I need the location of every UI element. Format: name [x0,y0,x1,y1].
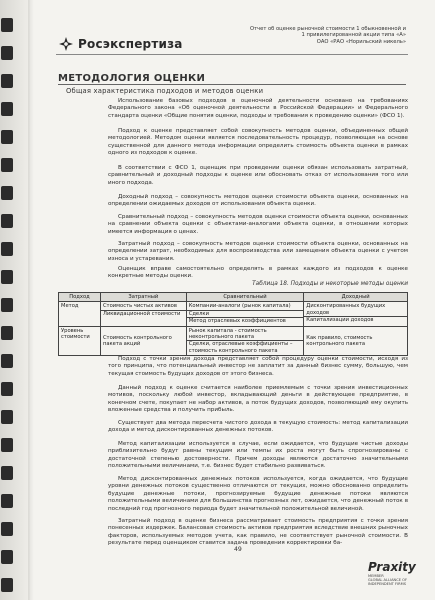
page-number: 49 [234,546,242,553]
praxity-logo [368,560,428,587]
paragraph: Метод дисконтированных денежных потоков используется, когда ожидается, что будущие уровни денежных потоков существенно отличаются от текущих, можно обоснованно определить будущие денежные потоки, прогнозируемые будущие денежные потоки являются положительными величинами для большинства прогнозных лет, ожидается, что денежный поток в последний год прогнозного периода будет значительной положительной величиной. [108,476,408,512]
binding-hole [1,522,13,536]
paragraph: Использование базовых подходов в оценочной деятельности основано на требованиях Федерального закона «Об оценочной деятельности в Российской Федерации» и Федерального стандарта оценки «Общие понятия оценки, подходы и требования к проведению оценки» (ФСО 1). [108,98,408,119]
section-subtitle: Общая характеристика подходов и методов оценки [66,87,264,95]
paragraph: Метод капитализации используется в случае, если ожидается, что будущие чистые доходы приблизительно будут равны текущим или темпы их роста могут быть спрогнозированы с достаточной степенью достоверности. Причем доходы являются достаточно значительными положительными величинами, т.е. бизнес будет стабильно развиваться. [108,441,408,470]
binding-hole [1,410,13,424]
row-label: Уровень стоимости [59,326,101,356]
paragraph: Сравнительный подход – совокупность методов оценки стоимости объекта оценки, основанных на сравнении объекта оценки с объектами-аналогами объекта оценки, в отношении которых имеется информация о ценах. [108,214,408,235]
table-header-row [59,293,408,302]
header-line: 1 привилегированной акции типа «А» [301,32,406,39]
header-line: Отчет об оценке рыночной стоимости 1 обыкновенной и [249,26,406,32]
binding-hole [1,186,13,200]
binding-hole [1,242,13,256]
binding-hole [1,158,13,172]
table-header-cell: Затратный [100,293,186,302]
binding-hole [1,18,13,32]
paragraph: Данный подход к оценке считается наиболее приемлемым с точки зрения инвестиционных мотивов, поскольку любой инвестор, вкладывающий деньги в действующее предприятие, в конечном счете, покупает не набор активов, а поток будущих доходов, позволяющий ему окупить вложенные средства и получить прибыль. [108,385,408,414]
paragraph: Затратный подход в оценке бизнеса рассматривает стоимость предприятия с точки зрения понесенных издержек. Балансовая стоимость активов предприятия вследствие внешних рыночных факторов, используемых методов учета, как правило, не соответствует рыночной стоимости. В результате перед оценщиком ставится задача проведения корректировки ба- [108,518,408,547]
table-cell [304,302,408,326]
cell-line: Ликвидационной стоимости [101,310,186,317]
table-cell [100,326,186,356]
binding-hole [1,578,13,592]
paragraph: В соответствии с ФСО 1, оценщик при проведении оценки обязан использовать затратный, сравнительный и доходный подходы к оценке или обосновать отказ от использования того или иного подхода. [108,165,408,186]
paragraph: Существует два метода пересчета чистого дохода в текущую стоимость: метод капитализации дохода и метод дисконтированных денежных потоков. [108,420,408,434]
table-row [59,326,408,356]
table-header-cell: Доходный [304,293,408,302]
paragraph: Оценщик вправе самостоятельно определять в рамках каждого из подходов к оценке конкретные методы оценки. [108,266,408,280]
binding-hole [1,46,13,60]
cell-line: Дисконтированных будущих доходов [306,303,386,316]
cell-line: Как правило, стоимость контрольного пакета [306,334,373,347]
rosexpertiza-logo-icon [58,36,74,52]
binding-hole [1,298,13,312]
binding-hole [1,326,13,340]
table-cell [304,326,408,356]
table-row [59,302,408,326]
section-title: МЕТОДОЛОГИЯ ОЦЕНКИ [58,73,206,84]
cell-line: Стоимость контрольного пакета акций [102,334,172,347]
paragraph: Доходный подход – совокупность методов оценки стоимости объекта оценки, основанных на определении ожидаемых доходов от использования объекта оценки. [108,194,408,208]
table-cell [186,326,304,356]
praxity-wordmark: Praxity [368,560,416,574]
praxity-subtitle: INDEPENDENT FIRMS [368,582,406,587]
binding-hole [1,550,13,564]
header-line: ОАО «РАО «Норильский никель» [316,38,406,45]
binding-hole [1,270,13,284]
binding-hole [1,438,13,452]
binding-hole [1,354,13,368]
cell-line: Сделки, отраслевые коэффициенты – стоимость контрольного пакета [187,340,304,354]
table-cell [100,302,186,326]
header-divider [56,54,408,55]
section-title-underline [58,84,406,85]
binding-hole [1,102,13,116]
approaches-table [58,292,408,356]
table-header-cell: Сравнительный [186,293,304,302]
report-header [232,26,406,45]
praxity-subtitle: MEMBER [368,574,384,578]
logo-text: Росэкспертиза [78,37,183,51]
binding-hole [1,214,13,228]
binding-hole [1,494,13,508]
binding-hole [1,466,13,480]
paragraph: Затратный подход – совокупность методов оценки стоимости объекта оценки, основанных на определении затрат, необходимых для воспроизводства или замещения объекта оценки с учетом износа и устаревания. [108,241,408,262]
table-caption: Таблица 18. Подходы и некоторые методы оценки [252,281,408,287]
ring-binding [0,0,30,600]
binding-hole [1,382,13,396]
cell-line: Рынок капитала - стоимость неконтрольного пакета [188,327,267,341]
binding-hole [1,74,13,88]
row-label: Метод [59,302,101,326]
company-logo [58,36,183,52]
binding-shadow [28,0,34,600]
cell-line: Метод отраслевых коэффициентов [187,317,304,324]
cell-line: Сделки [187,310,304,317]
binding-hole [1,130,13,144]
cell-line: Капитализации доходов [304,316,407,323]
table-header-cell: Подход [59,293,101,302]
cell-line: Компании-аналоги (рынок капитала) [188,303,291,310]
table-cell [186,302,304,326]
praxity-subtitle: GLOBAL ALLIANCE OF [368,578,408,583]
paragraph: Подход к оценке представляет собой совокупность методов оценки, объединенных общей методологией. Методом оценки является последовательность процедур, позволяющая на основе существенной для данного метода информации определить стоимость объекта оценки в рамках одного из подходов к оценке. [108,128,408,157]
cell-line: Стоимость чистых активов [102,303,177,310]
paragraph: Подход с точки зрения дохода представляет собой процедуру оценки стоимости, исходя из того принципа, что потенциальный инвестор не заплатит за данный бизнес сумму, большую, чем текущая стоимость будущих доходов от этого бизнеса. [108,356,408,377]
